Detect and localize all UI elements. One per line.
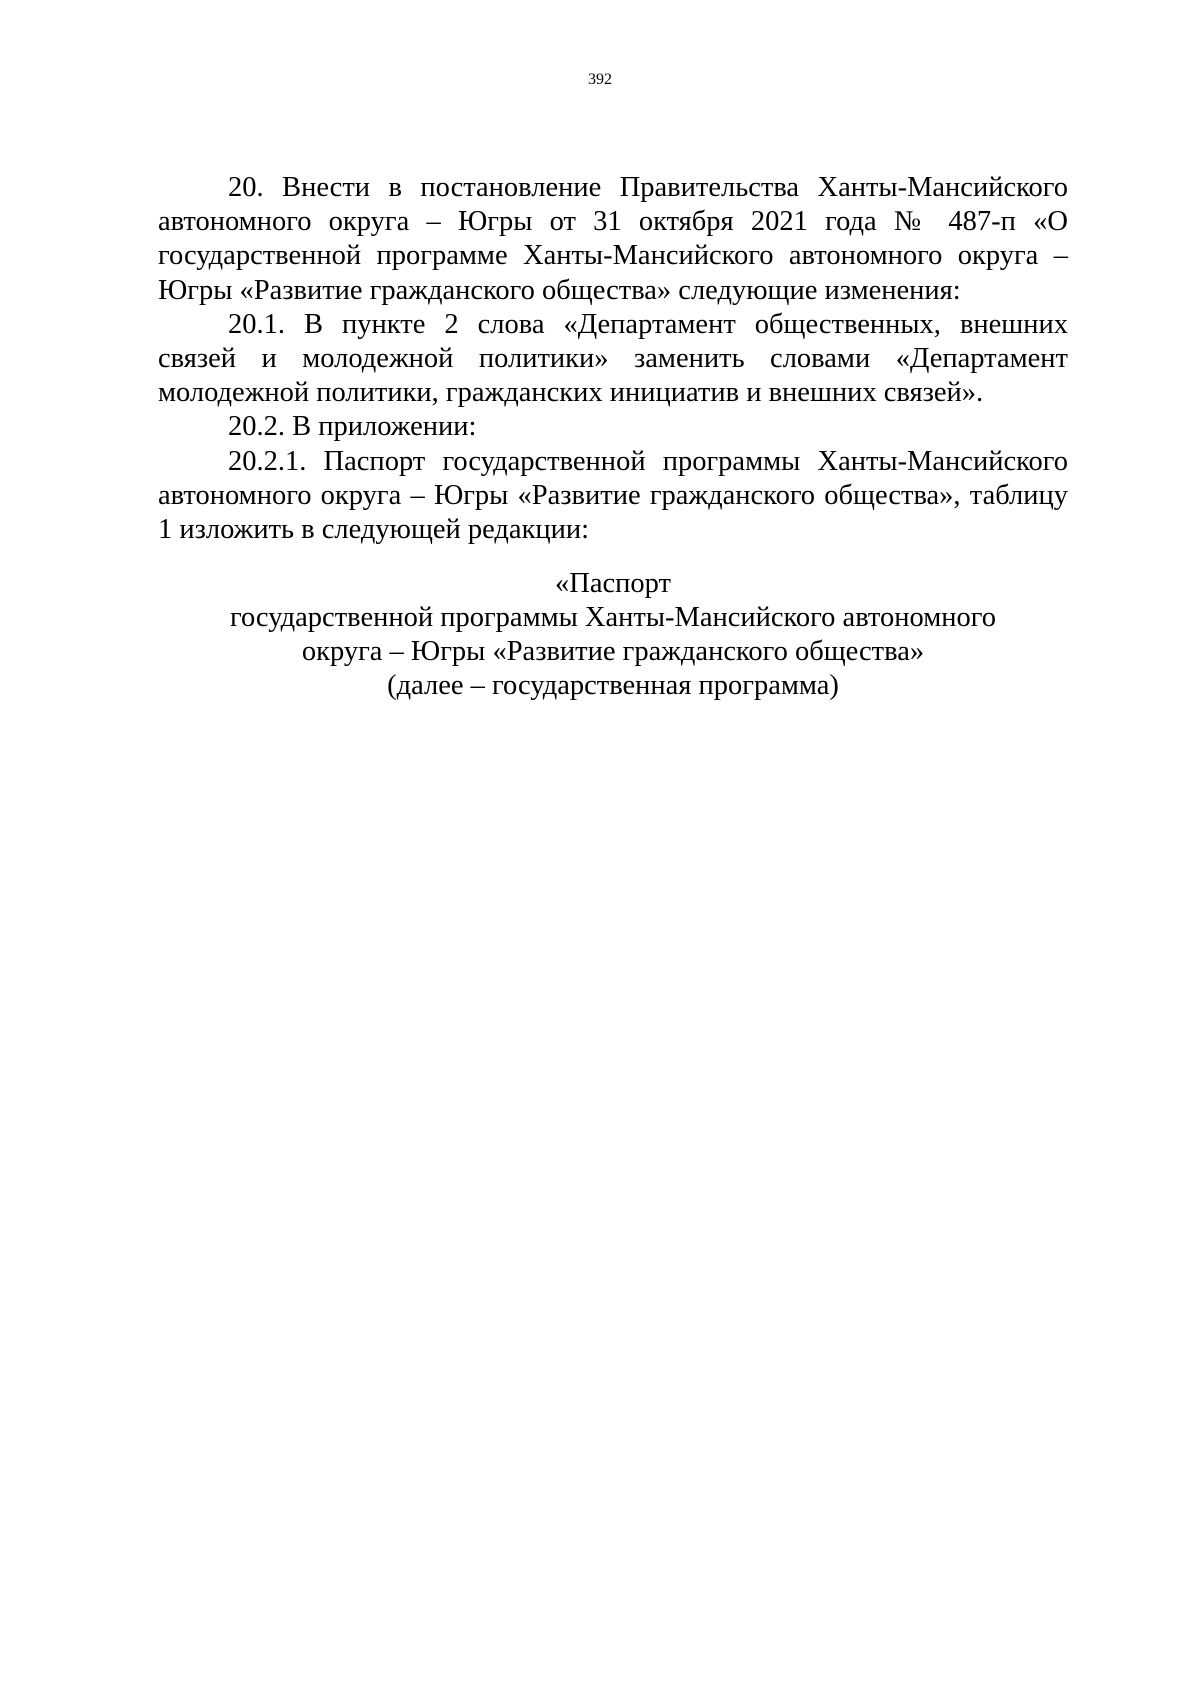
paragraph-20-2-1: 20.2.1. Паспорт государственной программы Ханты-Мансийского автономного округа – Югры «Развитие гражданского общества», таблицу 1 изложить в следующей редакции:: [158, 445, 1068, 546]
paragraph-20-1: 20.1. В пункте 2 слова «Департамент общественных, внешних связей и молодежной политики» заменить словами «Департамент молодежной политики, гражданских инициатив и внешних связей».: [158, 308, 1068, 409]
page-number: 392: [588, 71, 612, 88]
document-body: [158, 171, 1068, 547]
passport-heading: [158, 567, 1068, 703]
passport-heading-line-1: «Паспорт: [555, 568, 671, 599]
paragraph-20-2: 20.2. В приложении:: [228, 411, 477, 443]
paragraph-20: 20. Внести в постановление Правительства Ханты-Мансийского автономного округа – Югры от 31 октября 2021 года № 487-п «О государственной программе Ханты-Мансийского автономного округа – Югры «Развитие гражданского общества» следующие изменения:: [158, 172, 1068, 306]
passport-heading-line-4: (далее – государственная программа): [387, 670, 839, 701]
passport-heading-line-3: округа – Югры «Развитие гражданского общества»: [301, 636, 925, 667]
passport-heading-line-2: государственной программы Ханты-Мансийского автономного: [229, 602, 996, 633]
